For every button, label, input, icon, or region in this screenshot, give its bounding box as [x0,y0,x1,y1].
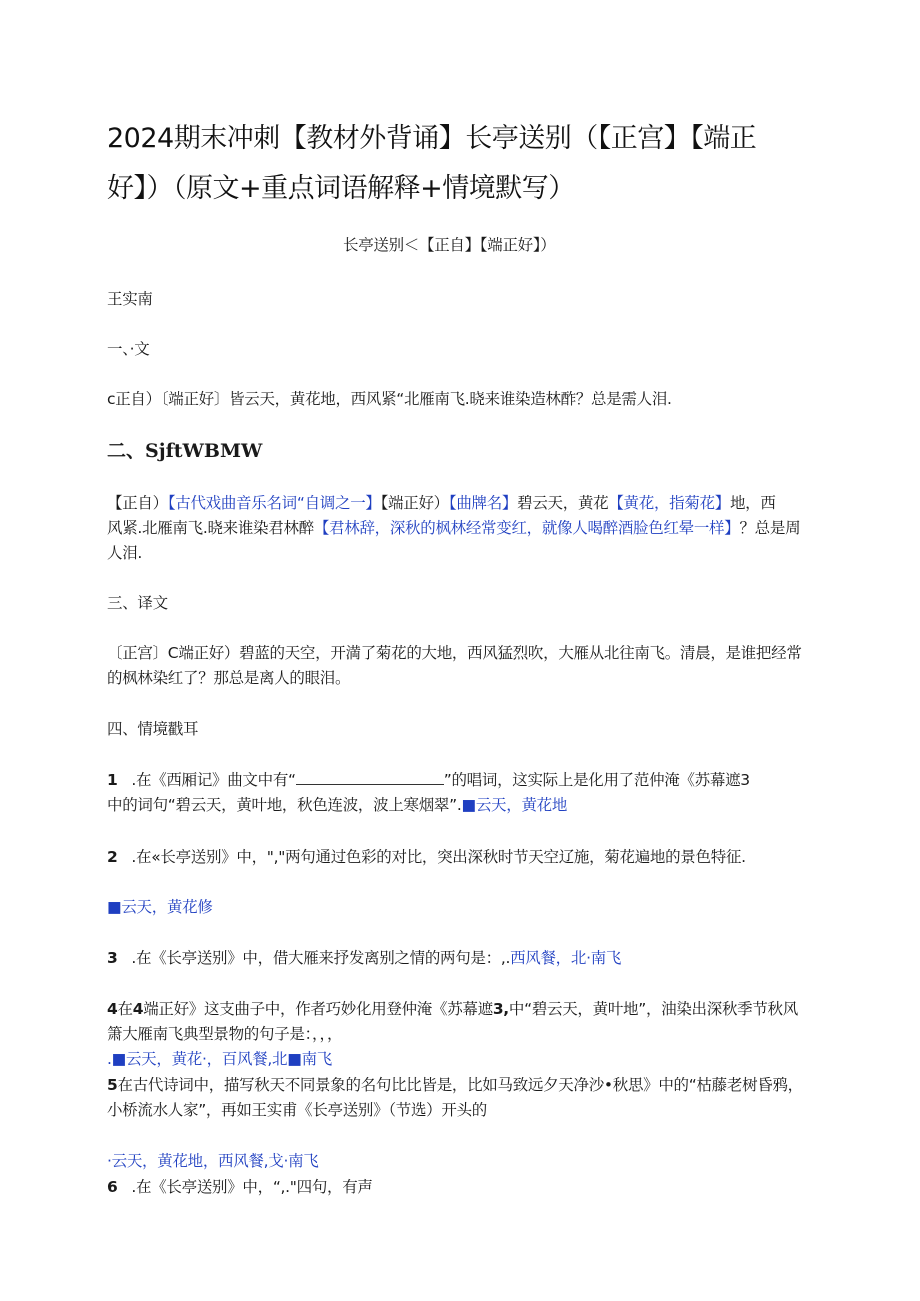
question-text: 在古代诗词中，描写秋天不同景象的名句比比皆是，比如马致远夕天净沙•秋思》中的“枯藤老树昏鸦， [117,1076,803,1094]
vocab-note: 【古代戏曲音乐名词“自调之一】 [167,494,381,512]
question-1 [107,768,750,790]
vocabulary-line-3: 人泪. [107,544,143,562]
answer-blank [296,772,444,785]
question-4 [107,997,798,1019]
page-title-line-2: 好】）（原文+重点词语解释+情境默写） [107,173,575,204]
section-heading-vocabulary: 二、SjftWBMW [107,440,263,462]
question-1-line-2 [107,793,567,815]
question-text: .在«长亭送别》中，","两句通过色彩的对比，突出深秋时节天空辽施，菊花遍地的景色特征. [131,848,746,866]
question-4-answer: .■云天，黄花·，百风餐,北■南飞 [107,1050,332,1068]
question-number: 5 [107,1076,118,1094]
question-5 [107,1073,803,1095]
question-text: 端正好》这支曲子中，作者巧妙化用登仲淹《苏幕遮 [143,1000,493,1018]
translation-line-1: 〔正宫〕C端正好）碧蓝的天空，开満了菊花的大地，西风猛烈吹，大雁从北往南飞。清晨，是谁把经常 [107,644,802,662]
page-title-line-1: 2024期末冲刺【教材外背诵】长亭送别（【正宫】【端正 [107,123,757,154]
vocab-text: 【正自） [107,494,168,512]
question-4-line-2: 箫大雁南飞典型景物的句子是：，，， [107,1025,343,1043]
answer-text: ■云天，黄花地 [461,796,568,814]
question-6 [107,1175,373,1197]
question-5-answer: ·云天，黄花地，西风餐,戈·南飞 [107,1152,319,1170]
question-number: 6 [107,1178,118,1196]
question-text: 中“碧云天，黄叶地”，油染出深秋季节秋风 [508,1000,798,1018]
question-text: 4 [132,1000,144,1018]
vocab-note: 【君林辞，深秋的枫林经常变红，就像人喝醉酒脸色红晕一样】 [313,519,740,537]
vocab-text: ？总是周 [739,519,801,537]
vocab-text: 地，西 [729,494,776,512]
poem-subtitle: 长亭送别＜【正自】【端正好】） [343,236,556,254]
section-heading-translation: 三、译文 [107,594,168,612]
question-2 [107,845,746,867]
vocab-text: 风紧.北雁南飞.晓来谁染君林醉 [107,519,314,537]
question-2-answer: ■云天，黄花修 [107,898,213,916]
question-3 [107,946,621,968]
question-number: 3 [107,949,118,967]
translation-line-2: 的枫林染红了？那总是离人的眼泪。 [107,669,351,687]
vocabulary-line-1 [107,491,776,513]
question-text: ”的唱词，这实际上是化用了范仲淹《苏幕遮3 [443,771,750,789]
question-5-line-2: 小桥流水人家”，再如王实甫《长亭送别》（节选）开头的 [107,1101,487,1119]
question-text: .在《长亭送别》中，借大雁来抒发离别之情的两句是：,. [131,949,511,967]
question-number: 1 [107,771,118,789]
section-heading-original: 一、·文 [107,340,150,358]
vocabulary-line-2 [107,516,800,538]
answer-text: 西风餐，北·南飞 [510,949,622,967]
original-text: c正自）〔端正好〕皆云天，黄花地，西风紧“北雁南飞.晓来谁染造林酢？总是需人泪. [107,390,672,408]
vocab-note: 【曲牌名】 [448,494,518,512]
author: 王实南 [107,290,153,308]
question-text: 在 [117,1000,133,1018]
section-heading-dictation: 四、情境戳耳 [107,720,199,738]
question-text: .在《长亭送别》中，“,."四句，有声 [131,1178,373,1196]
question-number: 2 [107,848,118,866]
vocab-note: 【黄花，指菊花】 [608,494,730,512]
vocab-text: 碧云天，黄花 [517,494,609,512]
question-text: .在《西厢记》曲文中有“ [131,771,296,789]
vocab-text: 【端正好） [380,494,449,512]
question-text: 3, [492,1000,509,1018]
question-text: 中的词句“碧云天，黄叶地，秋色连波，波上寒烟翠”. [107,796,462,814]
question-number: 4 [107,1000,118,1018]
